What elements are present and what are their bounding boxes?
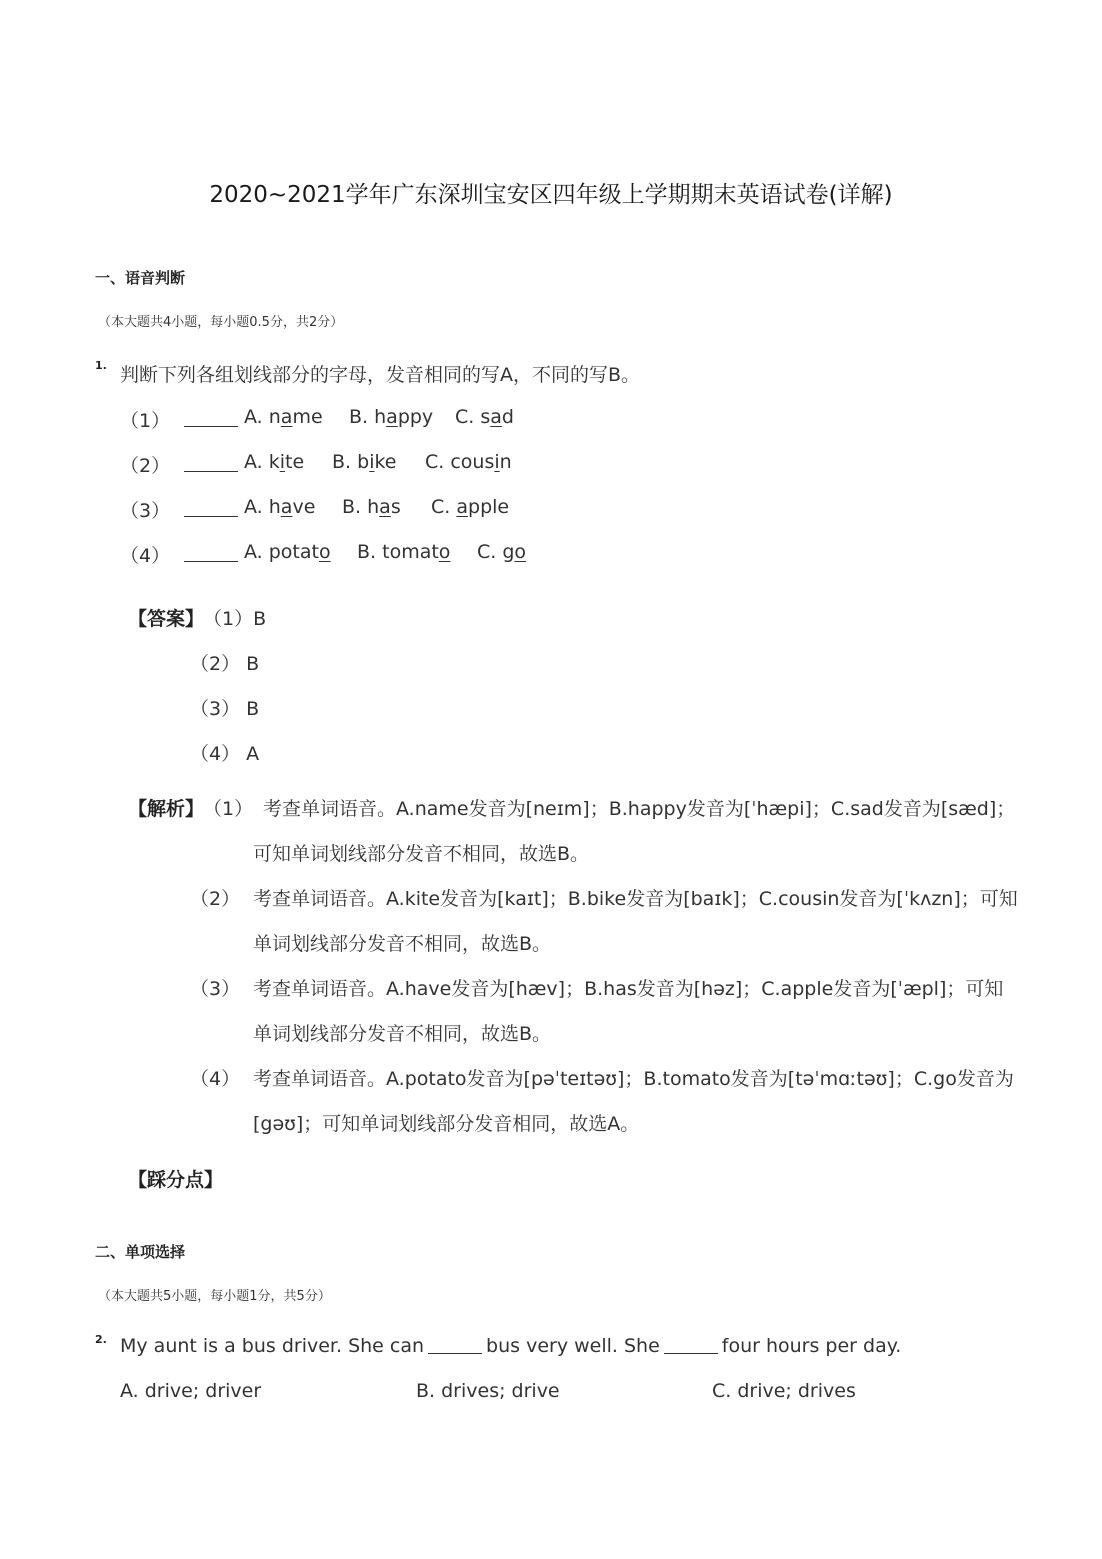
document-title: 2020~2021学年广东深圳宝安区四年级上学期期末英语试卷(详解) bbox=[209, 182, 893, 208]
analysis-3-line1: 考查单词语音。A.have发音为[hæv]；B.has发音为[həz]；C.apple发音为[ˈæpl]；可知 bbox=[253, 978, 1004, 1000]
analysis-4-line1: 考查单词语音。A.potato发音为[pəˈteɪtəʊ]；B.tomato发音为[təˈmɑːtəʊ]；C.go发音为 bbox=[253, 1068, 1014, 1090]
answer-1: （1）B bbox=[203, 608, 267, 630]
option-a-word bbox=[244, 496, 315, 518]
option-b-word bbox=[332, 451, 396, 473]
word-prefix: C. g bbox=[477, 541, 515, 563]
answer-2: （2） B bbox=[190, 653, 260, 675]
answer-blank[interactable] bbox=[184, 498, 244, 519]
underlined-letter: a bbox=[456, 496, 469, 518]
word-prefix: B. b bbox=[332, 451, 370, 473]
option-c-word bbox=[425, 451, 512, 473]
underlined-letter: o bbox=[318, 541, 331, 563]
word-prefix: C. s bbox=[455, 406, 491, 428]
option-b[interactable]: B. drives; drive bbox=[416, 1380, 560, 1402]
word-prefix: B. h bbox=[342, 496, 380, 518]
underlined-letter: a bbox=[280, 406, 293, 428]
option-c[interactable]: C. drive; drives bbox=[712, 1380, 856, 1402]
word-suffix: me bbox=[292, 406, 323, 428]
answer-4: （4） A bbox=[190, 743, 260, 765]
option-a[interactable]: A. drive; driver bbox=[120, 1380, 262, 1402]
question2-number: 2. bbox=[95, 1333, 107, 1346]
option-b-word bbox=[357, 541, 450, 563]
answer-blank[interactable] bbox=[664, 1335, 718, 1354]
option-c-word bbox=[431, 496, 509, 518]
word-prefix: C. bbox=[431, 496, 457, 518]
analysis-4-line2: [gəʊ]；可知单词划线部分发音相同，故选A。 bbox=[253, 1113, 640, 1135]
underlined-letter: i bbox=[279, 451, 286, 473]
option-c-word bbox=[455, 406, 514, 428]
item-number: （4） bbox=[120, 545, 171, 567]
word-prefix: A. n bbox=[244, 406, 281, 428]
underlined-letter: a bbox=[379, 496, 391, 518]
answer-blank[interactable] bbox=[184, 453, 244, 474]
underlined-letter: a bbox=[490, 406, 502, 428]
section2-heading: 二、单项选择 bbox=[95, 1243, 186, 1261]
question2-part2: bus very well. She bbox=[486, 1335, 660, 1357]
points-label: 【踩分点】 bbox=[128, 1169, 224, 1191]
word-suffix: ppy bbox=[397, 406, 434, 428]
word-prefix: B. h bbox=[349, 406, 387, 428]
question2-part1: My aunt is a bus driver. She can bbox=[120, 1335, 425, 1357]
answer-blank[interactable] bbox=[184, 408, 244, 429]
analysis-label: 【解析】 bbox=[128, 798, 205, 820]
section1-note: （本大题共4小题，每小题0.5分，共2分） bbox=[98, 315, 344, 330]
word-suffix: te bbox=[285, 451, 305, 473]
word-suffix: n bbox=[499, 451, 512, 473]
analysis-3-number: （3） bbox=[190, 978, 241, 1000]
word-suffix: ve bbox=[292, 496, 316, 518]
word-prefix: A. h bbox=[244, 496, 281, 518]
question1-number: 1. bbox=[95, 359, 107, 372]
word-suffix: s bbox=[390, 496, 401, 518]
item-number: （1） bbox=[120, 410, 171, 432]
word-suffix: d bbox=[501, 406, 514, 428]
section1-heading: 一、语音判断 bbox=[95, 269, 186, 287]
underlined-letter: a bbox=[386, 406, 398, 428]
word-prefix: B. tomat bbox=[357, 541, 439, 563]
analysis-2-line1: 考查单词语音。A.kite发音为[kaɪt]；B.bike发音为[baɪk]；C.cousin发音为[ˈkʌzn]；可知 bbox=[253, 888, 1018, 910]
answer-label: 【答案】 bbox=[128, 608, 205, 630]
option-b-word bbox=[342, 496, 401, 518]
answer-3: （3） B bbox=[190, 698, 260, 720]
section2-note: （本大题共5小题，每小题1分，共5分） bbox=[98, 1289, 331, 1304]
underlined-letter: i bbox=[369, 451, 375, 473]
question2-part3: four hours per day. bbox=[721, 1335, 902, 1357]
analysis-1-line2: 可知单词划线部分发音不相同，故选B。 bbox=[253, 843, 590, 865]
word-suffix: pple bbox=[468, 496, 510, 518]
option-c-word bbox=[477, 541, 526, 563]
underlined-letter: o bbox=[514, 541, 527, 563]
option-a-word bbox=[244, 406, 323, 428]
question1-text: 判断下列各组划线部分的字母，发音相同的写A，不同的写B。 bbox=[120, 364, 641, 386]
word-prefix: C. cous bbox=[425, 451, 495, 473]
analysis-2-line2: 单词划线部分发音不相同，故选B。 bbox=[253, 933, 552, 955]
underlined-letter: i bbox=[494, 451, 500, 473]
word-suffix: ke bbox=[374, 451, 397, 473]
option-a-word bbox=[244, 451, 304, 473]
word-prefix: A. potat bbox=[244, 541, 319, 563]
underlined-letter: o bbox=[438, 541, 451, 563]
analysis-1-line1: 考查单词语音。A.name发音为[neɪm]；B.happy发音为[ˈhæpi]；C.sad发音为[sæd]； bbox=[263, 798, 1016, 820]
item-number: （3） bbox=[120, 500, 171, 522]
analysis-2-number: （2） bbox=[190, 888, 241, 910]
word-prefix: A. k bbox=[244, 451, 280, 473]
option-b-word bbox=[349, 406, 433, 428]
underlined-letter: a bbox=[280, 496, 293, 518]
analysis-3-line2: 单词划线部分发音不相同，故选B。 bbox=[253, 1023, 552, 1045]
option-a-word bbox=[244, 541, 331, 563]
item-number: （2） bbox=[120, 455, 171, 477]
answer-blank[interactable] bbox=[428, 1335, 482, 1354]
analysis-1-number: （1） bbox=[203, 798, 254, 820]
answer-blank[interactable] bbox=[184, 543, 244, 564]
question2-text bbox=[120, 1335, 901, 1357]
analysis-4-number: （4） bbox=[190, 1068, 241, 1090]
